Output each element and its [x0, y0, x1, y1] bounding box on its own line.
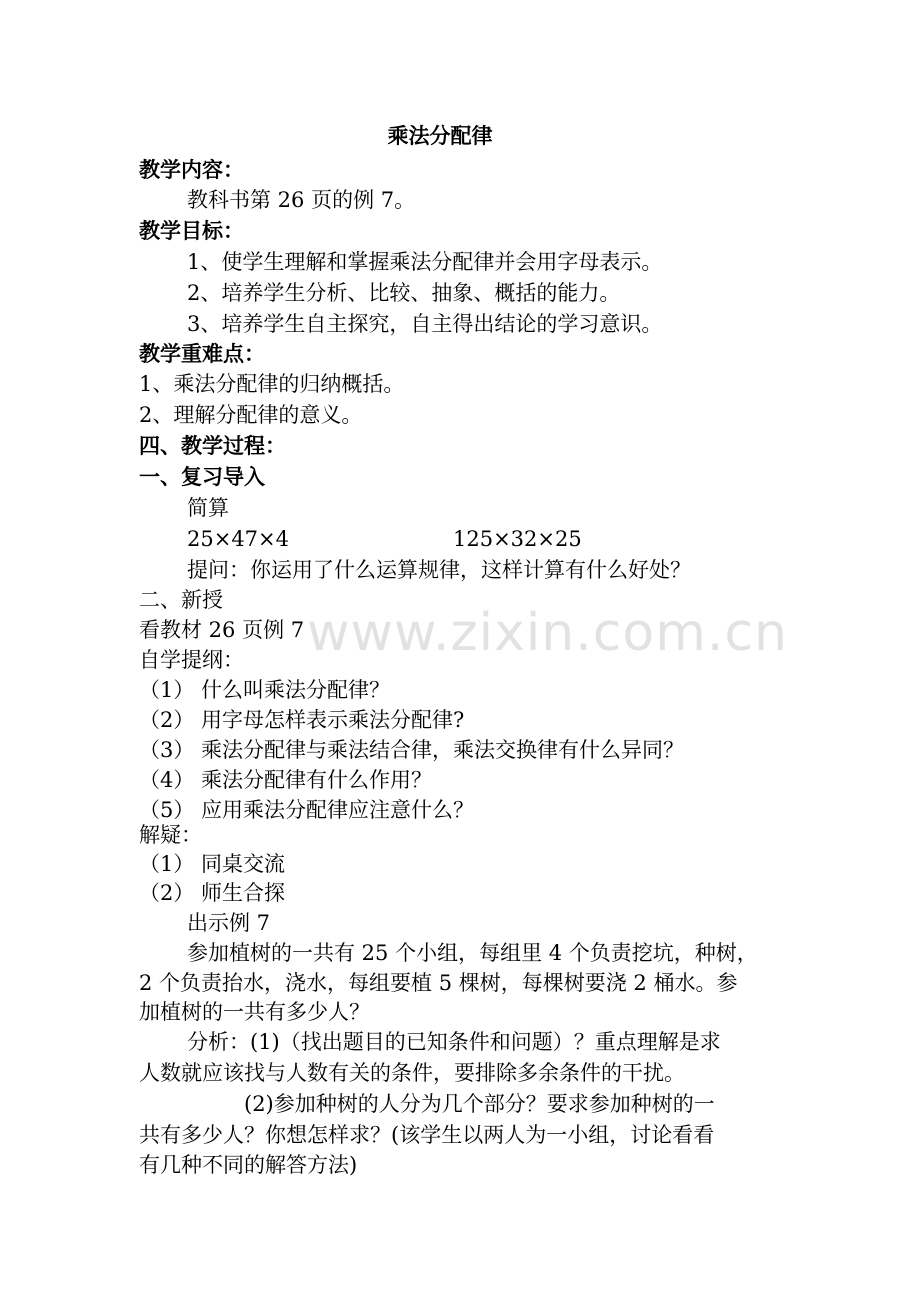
resolve-item: （1） 同桌交流 — [139, 852, 286, 876]
new-lesson-heading: 二、新授 — [139, 588, 223, 612]
textbook-ref: 看教材 26 页例 7 — [139, 618, 305, 642]
review-question: 提问：你运用了什么运算规律，这样计算有什么好处？ — [187, 558, 691, 582]
outline-item: （3） 乘法分配律与乘法结合律，乘法交换律有什么异同？ — [139, 738, 685, 762]
goals-heading: 教学目标： — [139, 218, 244, 243]
resolve-heading: 解疑： — [139, 823, 202, 847]
outline-heading: 自学提纲： — [139, 648, 244, 672]
key-point-item: 1、乘法分配律的归纳概括。 — [139, 372, 405, 396]
problem-line: 加植树的一共有多少人？ — [139, 1000, 370, 1024]
content-heading: 教学内容： — [139, 157, 244, 182]
goal-item: 1、使学生理解和掌握乘法分配律并会用字母表示。 — [187, 250, 663, 274]
content-text: 教科书第 26 页的例 7。 — [187, 188, 416, 212]
problem-line: 参加植树的一共有 25 个小组，每组里 4 个负责挖坑，种树， — [187, 941, 758, 965]
key-points-heading: 教学重难点： — [139, 341, 265, 366]
watermark: www.zixin.com.cn — [307, 603, 788, 663]
example-label: 出示例 7 — [187, 911, 271, 935]
outline-item: （1） 什么叫乘法分配律？ — [139, 678, 391, 702]
outline-item: （2） 用字母怎样表示乘法分配律? — [139, 708, 465, 732]
outline-item: （4） 乘法分配律有什么作用？ — [139, 768, 433, 792]
analysis-line: (2)参加种树的人分为几个部分？要求参加种树的一 — [244, 1092, 715, 1116]
calc-left: 25×47×4 — [187, 527, 289, 551]
goal-item: 2、培养学生分析、比较、抽象、概括的能力。 — [187, 281, 621, 305]
analysis-line: 分析：(1)（找出题目的已知条件和问题）？重点理解是求 — [187, 1030, 721, 1054]
analysis-line: 共有多少人？你想怎样求？(该学生以两人为一小组，讨论看看 — [139, 1123, 715, 1147]
process-heading: 四、教学过程： — [139, 433, 286, 458]
document-title: 乘法分配律 — [387, 123, 493, 148]
analysis-line: 人数就应该找与人数有关的条件，要排除多余条件的干扰。 — [139, 1061, 685, 1085]
key-point-item: 2、理解分配律的意义。 — [139, 403, 363, 427]
problem-line: 2 个负责抬水，浇水，每组要植 5 棵树，每棵树要浇 2 桶水。参 — [139, 971, 738, 995]
analysis-line: 有几种不同的解答方法) — [139, 1153, 358, 1177]
outline-item: （5） 应用乘法分配律应注意什么？ — [139, 798, 475, 822]
goal-item: 3、培养学生自主探究，自主得出结论的学习意识。 — [187, 312, 663, 336]
calc-right: 125×32×25 — [453, 527, 582, 551]
resolve-item: （2） 师生合探 — [139, 881, 286, 905]
review-label: 简算 — [187, 496, 229, 520]
calc-row — [187, 524, 687, 554]
review-heading: 一、复习导入 — [139, 464, 265, 489]
